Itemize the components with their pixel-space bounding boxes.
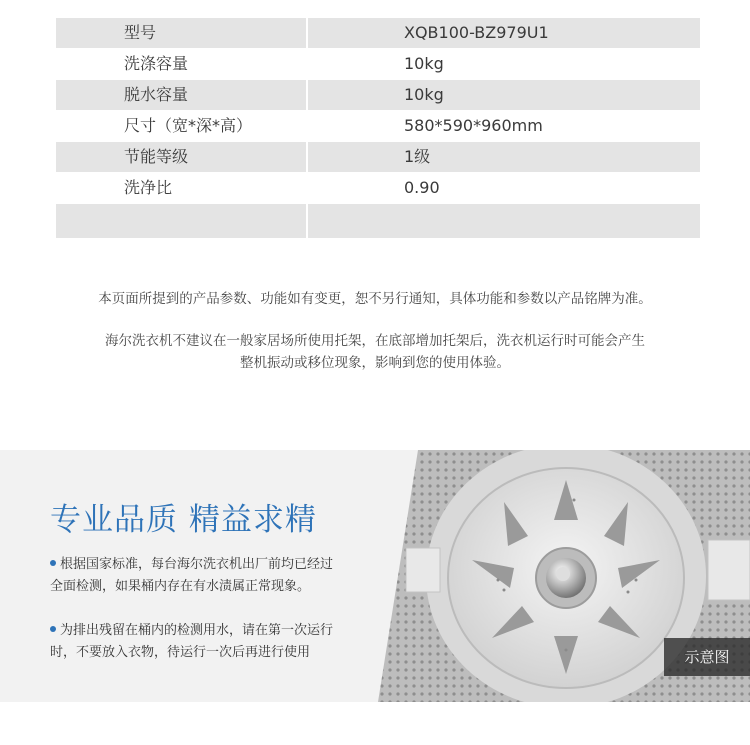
spec-value: 10kg xyxy=(308,80,700,110)
bullet-first-run xyxy=(50,620,360,664)
spec-row-energy-grade xyxy=(56,142,700,173)
bullet-text: 全面检测，如果桶内存在有水渍属正常现象。 xyxy=(50,579,311,594)
spec-value: 0.90 xyxy=(404,178,440,197)
spec-label: 节能等级 xyxy=(56,142,306,172)
spec-row-empty xyxy=(56,204,700,238)
bullet-text: 根据国家标准，每台海尔洗衣机出厂前均已经过 xyxy=(60,557,334,572)
illustration-caption: 示意图 xyxy=(664,638,750,676)
spec-row-model xyxy=(56,18,700,49)
bullet-dot-icon xyxy=(50,626,56,632)
spec-value: 1级 xyxy=(308,142,700,172)
spec-label xyxy=(56,204,306,238)
spec-label: 洗净比 xyxy=(124,178,173,197)
disclaimer-note: 本页面所提到的产品参数、功能如有变更，恕不另行通知，具体功能和参数以产品铭牌为准。 xyxy=(98,291,652,307)
bullet-text: 为排出残留在桶内的检测用水，请在第一次运行 xyxy=(60,623,334,638)
bracket-advice-note xyxy=(0,330,750,374)
bullet-factory-test xyxy=(50,554,360,598)
spec-value: XQB100-BZ979U1 xyxy=(308,18,700,48)
spec-value: 10kg xyxy=(404,54,444,73)
advice-line-2: 整机振动或移位现象，影响到您的使用体验。 xyxy=(240,355,510,371)
advice-line-1: 海尔洗衣机不建议在一般家居场所使用托架，在底部增加托架后，洗衣机运行时可能会产生 xyxy=(105,333,645,349)
spec-row-dimensions xyxy=(56,111,700,142)
quality-banner xyxy=(0,450,750,702)
spec-label: 型号 xyxy=(56,18,306,48)
spec-label: 尺寸（宽*深*高） xyxy=(124,116,253,135)
spec-row-wash-capacity xyxy=(56,49,700,80)
spec-table xyxy=(56,18,700,238)
spec-label: 脱水容量 xyxy=(56,80,306,110)
spec-row-wash-ratio xyxy=(56,173,700,204)
spec-value: 580*590*960mm xyxy=(404,116,543,135)
spec-row-spin-capacity xyxy=(56,80,700,111)
banner-title: 专业品质 精益求精 xyxy=(50,502,317,538)
bullet-text: 时，不要放入衣物，待运行一次后再进行使用 xyxy=(50,645,311,660)
spec-label: 洗涤容量 xyxy=(124,54,189,73)
spec-value xyxy=(308,204,700,238)
bullet-dot-icon xyxy=(50,560,56,566)
